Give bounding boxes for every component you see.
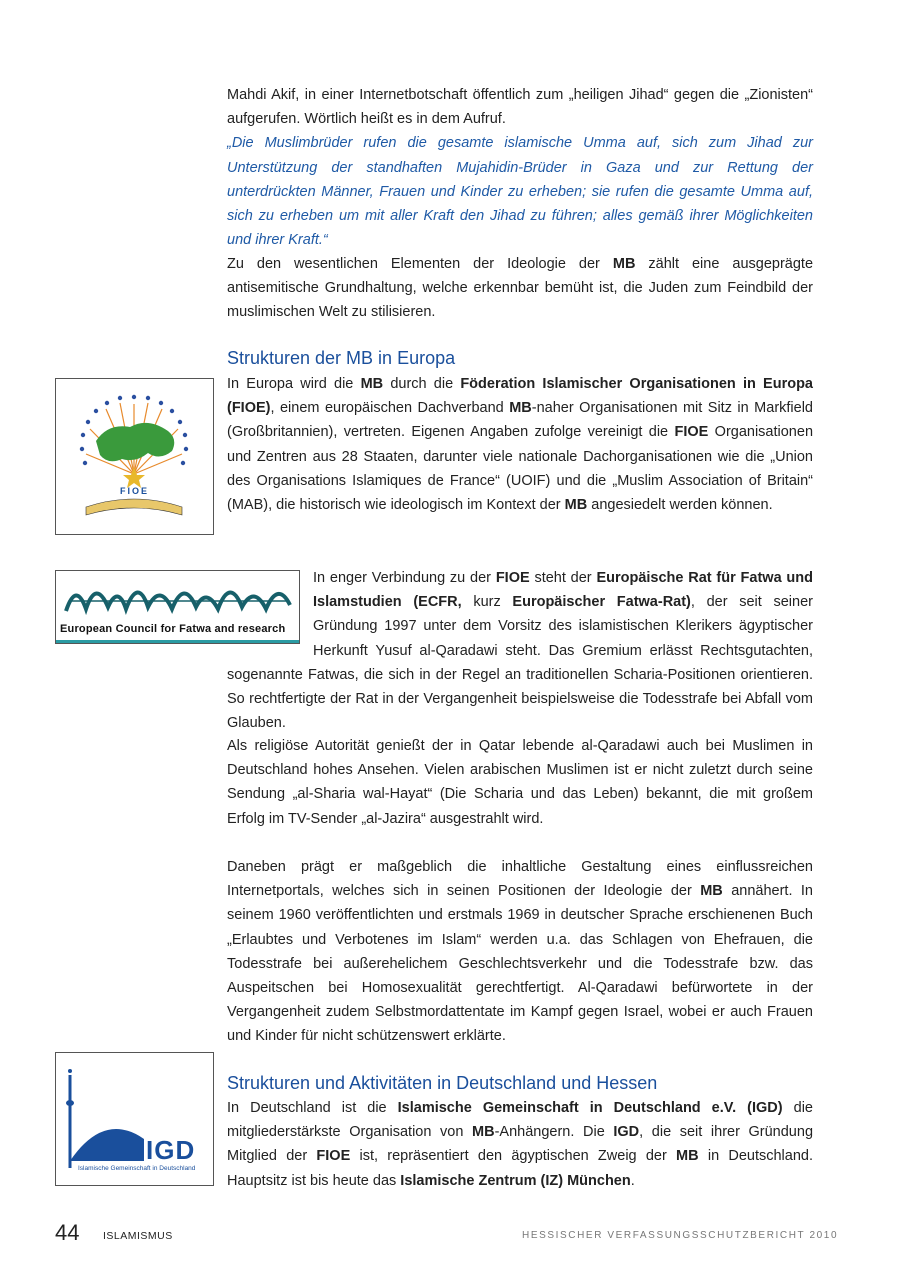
mb-term: MB — [360, 376, 384, 392]
germany-text: die mitgliederstärkste Organisation von — [227, 1100, 813, 1141]
ecfr-paragraph — [227, 566, 813, 735]
fioe-term: FIOE — [674, 424, 709, 441]
ecfr-term: Europäische Rat für Fatwa und Islamstudien (ECFR, — [313, 570, 814, 611]
europe-text: durch die — [383, 376, 461, 392]
ecfr-text: kurz — [461, 594, 513, 611]
mb-term: MB — [612, 256, 636, 272]
mb-term: MB — [700, 883, 723, 900]
europe-text: , einem europäischen Dachverband — [270, 400, 510, 417]
intro-text: Mahdi Akif, in einer Internetbotschaft öffentlich zum „heiligen Jihad“ gegen die „Zionisten“ aufgerufen. Wörtlich heißt es in dem Aufruf. — [227, 87, 813, 128]
fioe-term: FIOE — [495, 570, 530, 586]
portal-text: Daneben prägt er maßgeblich die inhaltliche Gestaltung eines einflussreichen Internetportals, welches sich in seinen Positionen der Ideologie der — [227, 859, 813, 900]
fioe-emblem-icon — [56, 379, 213, 534]
mb-term: MB — [564, 497, 588, 514]
qaradawi-paragraph: Als religiöse Autorität genießt der in Qatar lebende al-Qaradawi auch bei Muslimen in Deutschland hohes Ansehen. Vielen arabischen Muslimen ist er nicht zuletzt durch seine Sendung „al-Sharia wal-Hayat“ (Die Scharia und das Leben) bekannt, die mit großem Erfolg im TV-Sender „al-Jazira“ ausgestrahlt wird. — [227, 738, 813, 827]
europe-text: -naher Organisationen mit Sitz in Markfield (Großbritannien), vertreten. Eigenen Angaben zufolge vereinigt die — [227, 400, 813, 441]
mb-term: MB — [509, 400, 532, 417]
fioe-term: Föderation Islamischer Organisationen in Europa (FIOE) — [227, 376, 813, 417]
section-heading-germany: Strukturen und Aktivitäten in Deutschland und Hessen — [227, 1073, 658, 1093]
ecfr-term: Europäischer Fatwa-Rat) — [512, 594, 691, 611]
europe-text: angesiedelt werden können. — [587, 497, 773, 514]
germany-text: In Deutschland ist die — [227, 1100, 398, 1116]
fioe-logo — [55, 378, 214, 535]
footer-report-title: HESSISCHER VERFASSUNGSSCHUTZBERICHT 2010 — [522, 1230, 839, 1241]
germany-text: -Anhängern. Die — [494, 1124, 614, 1141]
germany-text: in Deutschland. Hauptsitz ist bis heute das — [227, 1148, 814, 1189]
ecfr-text: In enger Verbindung zu der — [313, 570, 496, 586]
germany-paragraph — [227, 1096, 813, 1193]
ecfr-caption: European Council for Fatwa and research — [60, 623, 286, 635]
igd-term: IGD — [613, 1124, 640, 1141]
page-number: 44 — [55, 1220, 80, 1245]
germany-text: ist, repräsentiert den ägyptischen Zweig der — [350, 1148, 677, 1165]
ecfr-text: , der seit seiner Gründung 1997 unter dem Vorsitz des islamistischen Klerikers ägyptischer Herkunft Yusuf al-Qaradawi steht. Das Gremium erlässt Rechtsgutachten, sogenannte Fatwas, die sich in der Regel an traditionellen Scharia-Positionen orientieren. So rechtfertigte der Rat in der Vergangenheit beispielsweise die Todesstrafe bei Abfall vom Glauben. — [227, 594, 813, 732]
europe-text: Organisationen und Zentren aus 28 Staaten, darunter viele nationale Dachorganisationen wie die „Union des Organisations Islamiques de France“ (UOIF) und die „Muslim Association of Britain“ (MAB), die historisch wie ideologisch im Kontext der — [227, 424, 814, 514]
portal-text: annähert. In seinem 1960 veröffentlichten und erstmals 1969 in deutscher Sprache erschienenen Buch „Erlaubtes und Verbotenes im Islam“ werden u.a. das Schlagen von Ehefrauen, die Todesstrafe bei außerehelichem Geschlechtsverkehr und die Todesstrafe bzw. das Auspeitschen bei Homosexualität gerechtfertigt. Al-Qaradawi befürwortete in der Vergangenheit zudem Selbstmordattentate im Kampf gegen Israel, wobei er auch Frauen und Kinder für nicht schützenswert erklärte. — [227, 883, 813, 1045]
ideology-paragraph — [227, 252, 813, 325]
ecfr-text: steht der — [529, 570, 597, 586]
europe-text: In Europa wird die — [227, 376, 361, 392]
fioe-term: FIOE — [316, 1148, 351, 1165]
iz-term: Islamische Zentrum (IZ) München — [400, 1172, 631, 1189]
intro-paragraph — [227, 83, 813, 252]
logo-wrap-spacer — [227, 566, 313, 662]
footer-section: ISLAMISMUS — [103, 1230, 173, 1242]
fioe-label: FIOE — [119, 486, 150, 496]
mb-term: MB — [472, 1124, 495, 1141]
mb-term: MB — [676, 1148, 699, 1165]
igd-label: IGD — [146, 1135, 196, 1165]
igd-logo — [55, 1052, 214, 1186]
ideology-text: Zu den wesentlichen Elementen der Ideologie der — [227, 256, 613, 272]
igd-term: Islamische Gemeinschaft in Deutschland e.V. (IGD) — [397, 1100, 783, 1116]
germany-text: . — [630, 1172, 635, 1189]
section-heading-europe: Strukturen der MB in Europa — [227, 348, 456, 368]
germany-text: , die seit ihrer Gründung Mitglied der — [227, 1124, 814, 1165]
ideology-text: zählt eine ausgeprägte antisemitische Grundhaltung, welche erkennbar bemüht ist, die Juden zum Feindbild der muslimischen Welt zu stilisieren. — [227, 256, 814, 321]
igd-caption: Islamische Gemeinschaft in Deutschland — [78, 1165, 196, 1172]
akif-quote: „Die Muslimbrüder rufen die gesamte islamische Umma auf, sich zum Jihad zur Unterstützung der standhaften Mujahidin-Brüder in Gaza und zur Rettung der unterdrückten Männer, Frauen und Kinder zu erheben; sie rufen die gesamte Umma auf, sich zu erheben um mit aller Kraft den Jihad zu führen; alles gemäß ihrer Möglichkeiten und ihrer Kraft.“ — [227, 135, 813, 249]
europe-paragraph — [227, 372, 813, 517]
portal-paragraph — [227, 855, 813, 1049]
